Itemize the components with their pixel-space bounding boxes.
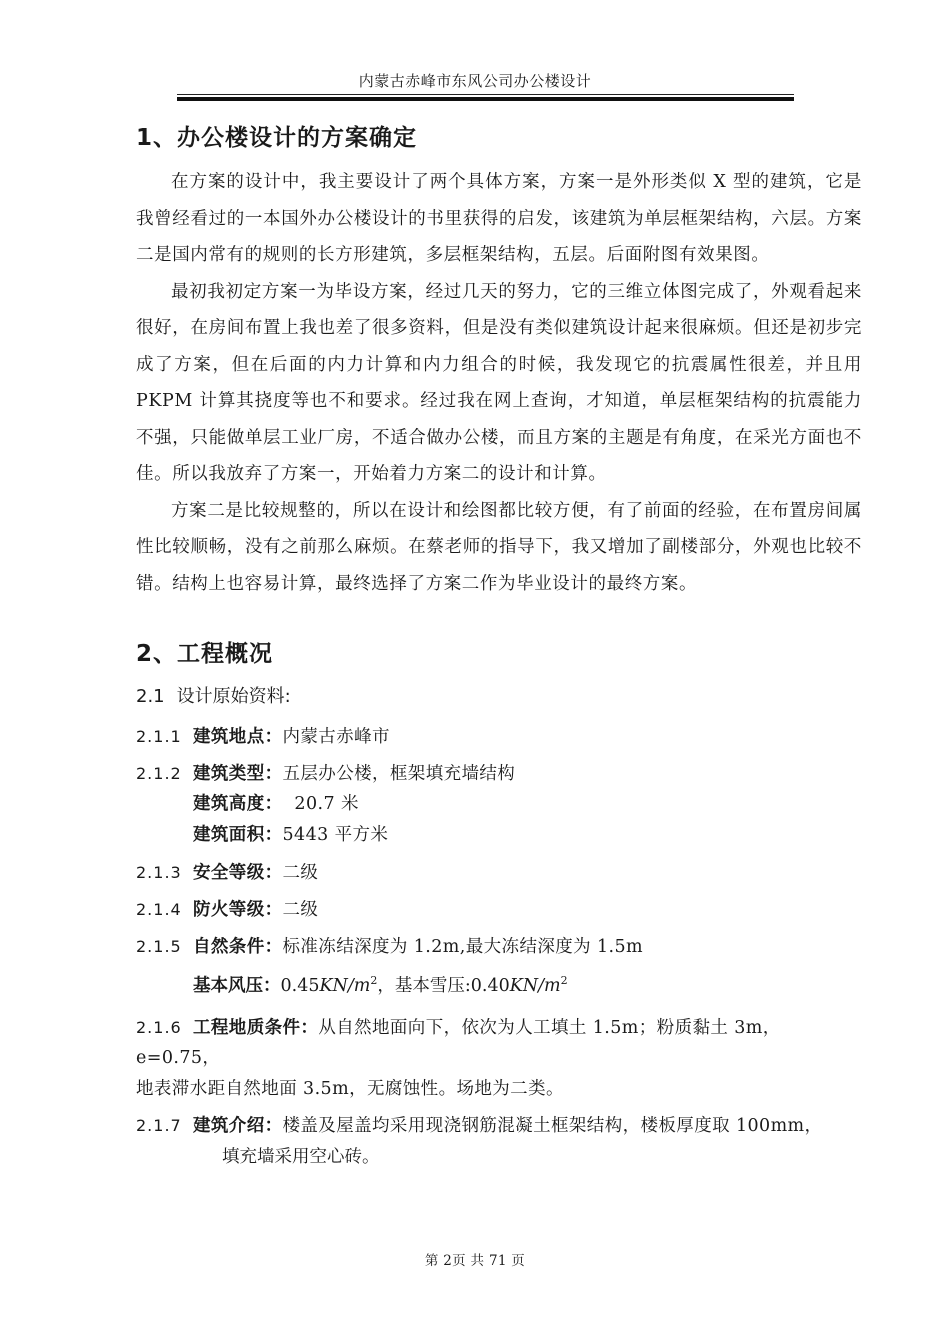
item-label: 防火等级： bbox=[193, 900, 283, 920]
item-value: 二级 bbox=[282, 863, 319, 883]
item-label: 安全等级： bbox=[193, 863, 283, 883]
wind-pressure-value: 0.45 bbox=[280, 975, 320, 996]
building-area-line bbox=[136, 820, 862, 851]
item-number: 2.1.2 bbox=[136, 764, 182, 783]
snow-pressure-text: ，基本雪压: bbox=[377, 975, 471, 996]
item-label: 工程地质条件： bbox=[193, 1017, 319, 1038]
item-label: 建筑面积： bbox=[193, 825, 283, 845]
item-2-1-5 bbox=[136, 932, 862, 962]
item-label: 基本风压： bbox=[193, 975, 281, 996]
unit-text: KN/m bbox=[319, 975, 371, 996]
subsection-2-1-title bbox=[136, 682, 862, 712]
page-footer: 第 2页 共 71 页 bbox=[424, 1253, 526, 1269]
item-2-1-1 bbox=[136, 722, 862, 752]
item-value: 从自然地面向下，依次为人工填土 1.5m；粉质黏土 3m，e=0.75， bbox=[136, 1017, 781, 1068]
subsection-title: 设计原始资料: bbox=[176, 686, 291, 707]
item-value: 二级 bbox=[282, 900, 319, 920]
unit-text: KN/m bbox=[509, 975, 561, 996]
snow-pressure-value: 0.40 bbox=[470, 975, 510, 996]
page-header: 内蒙古赤峰市东风公司办公楼设计 bbox=[358, 72, 592, 90]
item-number: 2.1.5 bbox=[136, 937, 182, 956]
item-2-1-4 bbox=[136, 895, 862, 925]
section-2-heading: 2、工程概况 bbox=[136, 641, 274, 667]
item-label: 自然条件： bbox=[193, 937, 283, 957]
item-value: 5443 平方米 bbox=[282, 825, 389, 845]
item-2-1-7 bbox=[136, 1111, 862, 1141]
section-1-paragraph: 方案二是比较规整的，所以在设计和绘图都比较方便，有了前面的经验，在布置房间属性比较顺畅，没有之前那么麻烦。在蔡老师的指导下，我又增加了副楼部分，外观也比较不错。结构上也容易计算，最终选择了方案二作为毕业设计的最终方案。 bbox=[136, 500, 862, 594]
header-rule-thin bbox=[177, 94, 794, 95]
item-number: 2.1.7 bbox=[136, 1115, 182, 1135]
item-label: 建筑高度： bbox=[193, 794, 283, 814]
item-number: 2.1.6 bbox=[136, 1017, 182, 1037]
item-value: 五层办公楼，框架填充墙结构 bbox=[282, 764, 516, 784]
item-value: 标准冻结深度为 1.2m,最大冻结深度为 1.5m bbox=[282, 937, 644, 957]
building-height-line bbox=[136, 789, 862, 820]
wind-snow-pressure-line bbox=[136, 966, 862, 1001]
item-value: 内蒙古赤峰市 bbox=[282, 727, 390, 747]
subsection-number: 2.1 bbox=[136, 686, 165, 707]
section-1-paragraph: 在方案的设计中，我主要设计了两个具体方案，方案一是外形类似 X 型的建筑，它是我曾经看过的一本国外办公楼设计的书里获得的启发，该建筑为单层框架结构，六层。方案二是国内常有的规则的长方形建筑，多层框架结构，五层。后面附图有效果图。 bbox=[136, 172, 862, 265]
item-number: 2.1.3 bbox=[136, 863, 182, 882]
section-1-paragraph: 最初我初定方案一为毕设方案，经过几天的努力，它的三维立体图完成了，外观看起来很好，在房间布置上我也差了很多资料，但是没有类似建筑设计起来很麻烦。但还是初步完成了方案，但在后面的内力计算和内力组合的时候，我发现它的抗震属性很差，并且用 PKPM 计算其挠度等也不和要求。经过我在网上查询，才知道，单层框架结构的抗震能力不强，只能做单层工业厂房，不适合做办公楼，而且方案的主题是有角度，在采光方面也不佳。所以我放弃了方案一，开始着力方案二的设计和计算。 bbox=[136, 281, 862, 484]
item-2-1-2 bbox=[136, 759, 862, 789]
item-value: 楼盖及屋盖均采用现浇钢筋混凝土框架结构，楼板厚度取 100mm， bbox=[282, 1115, 823, 1136]
item-2-1-7-continuation: 填充墙采用空心砖。 bbox=[222, 1146, 380, 1167]
item-label: 建筑介绍： bbox=[193, 1115, 283, 1136]
item-2-1-6 bbox=[136, 1013, 862, 1073]
item-number: 2.1.4 bbox=[136, 900, 182, 919]
item-label: 建筑类型： bbox=[193, 764, 283, 784]
unit-exponent: 2 bbox=[370, 974, 378, 987]
unit-exponent: 2 bbox=[560, 974, 568, 987]
document-body bbox=[136, 120, 862, 1173]
item-2-1-6-continuation: 地表滞水距自然地面 3.5m，无腐蚀性。场地为二类。 bbox=[136, 1078, 564, 1099]
item-number: 2.1.1 bbox=[136, 727, 182, 746]
item-value: 20.7 米 bbox=[282, 794, 359, 814]
header-rule-thick bbox=[177, 97, 794, 101]
item-label: 建筑地点： bbox=[193, 727, 283, 747]
section-1-heading: 1、办公楼设计的方案确定 bbox=[136, 125, 418, 151]
item-2-1-3 bbox=[136, 858, 862, 888]
